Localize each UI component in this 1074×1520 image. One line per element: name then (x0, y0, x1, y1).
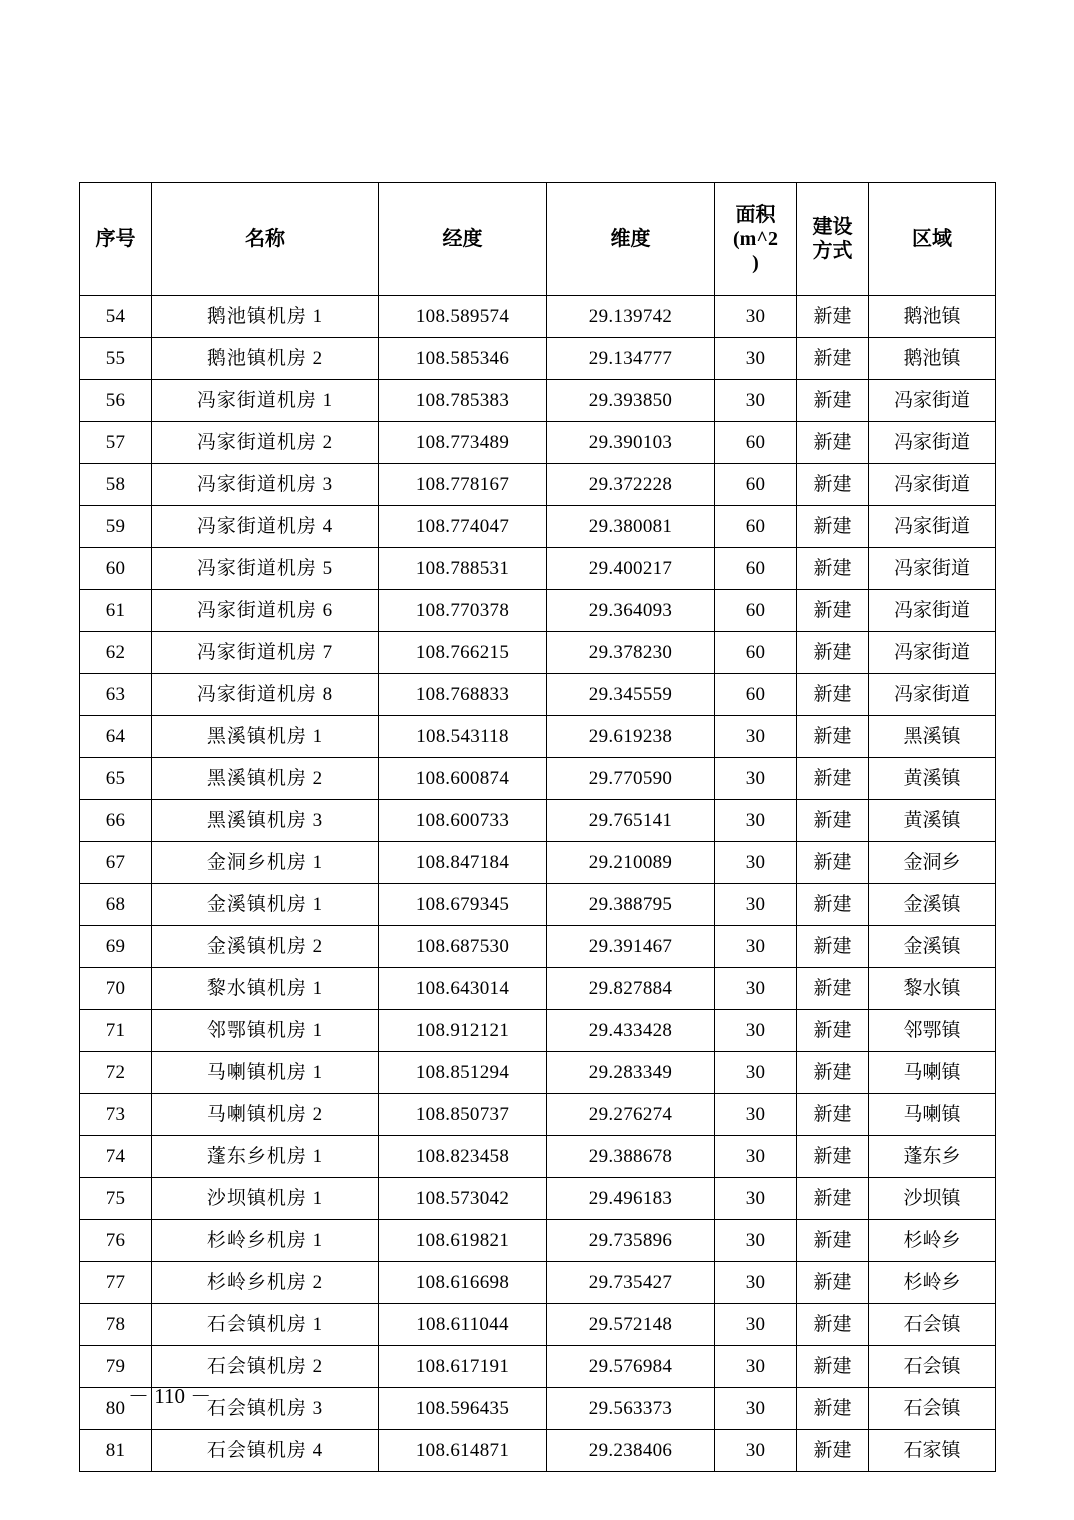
cell-area: 30 (715, 1010, 797, 1052)
cell-region: 黎水镇 (869, 968, 996, 1010)
table-row (80, 1430, 996, 1472)
cell-latitude: 29.388795 (547, 884, 715, 926)
cell-name: 黑溪镇机房 2 (152, 758, 379, 800)
cell-index: 59 (80, 506, 152, 548)
cell-longitude: 108.616698 (379, 1262, 547, 1304)
cell-area: 30 (715, 1136, 797, 1178)
cell-latitude: 29.735427 (547, 1262, 715, 1304)
column-header-area-line2: (m^2 (733, 228, 778, 250)
column-header-build-type-line1: 建设 (812, 216, 853, 238)
cell-latitude: 29.388678 (547, 1136, 715, 1178)
cell-build-type: 新建 (797, 590, 869, 632)
cell-index: 81 (80, 1430, 152, 1472)
cell-longitude: 108.773489 (379, 422, 547, 464)
column-header-area-line1: 面积 (735, 204, 776, 226)
cell-index: 75 (80, 1178, 152, 1220)
cell-name: 冯家街道机房 4 (152, 506, 379, 548)
column-header-latitude: 维度 (547, 183, 715, 296)
cell-region: 鹅池镇 (869, 296, 996, 338)
cell-name: 黑溪镇机房 1 (152, 716, 379, 758)
cell-region: 黑溪镇 (869, 716, 996, 758)
table-row (80, 548, 996, 590)
table-row (80, 758, 996, 800)
page-number: － 110 － (128, 1384, 212, 1408)
table-header (80, 183, 996, 296)
cell-build-type: 新建 (797, 926, 869, 968)
cell-name: 冯家街道机房 6 (152, 590, 379, 632)
cell-build-type: 新建 (797, 1220, 869, 1262)
cell-latitude: 29.770590 (547, 758, 715, 800)
cell-index: 74 (80, 1136, 152, 1178)
cell-latitude: 29.572148 (547, 1304, 715, 1346)
cell-longitude: 108.823458 (379, 1136, 547, 1178)
cell-region: 冯家街道 (869, 506, 996, 548)
cell-area: 30 (715, 758, 797, 800)
cell-region: 冯家街道 (869, 674, 996, 716)
cell-build-type: 新建 (797, 1052, 869, 1094)
cell-latitude: 29.276274 (547, 1094, 715, 1136)
table-row (80, 716, 996, 758)
cell-area: 30 (715, 968, 797, 1010)
cell-area: 30 (715, 842, 797, 884)
cell-index: 71 (80, 1010, 152, 1052)
cell-region: 黄溪镇 (869, 800, 996, 842)
cell-longitude: 108.785383 (379, 380, 547, 422)
table-row (80, 926, 996, 968)
cell-build-type: 新建 (797, 968, 869, 1010)
cell-longitude: 108.774047 (379, 506, 547, 548)
cell-longitude: 108.619821 (379, 1220, 547, 1262)
cell-latitude: 29.139742 (547, 296, 715, 338)
cell-build-type: 新建 (797, 506, 869, 548)
cell-build-type: 新建 (797, 548, 869, 590)
cell-area: 60 (715, 464, 797, 506)
table-row (80, 590, 996, 632)
cell-index: 73 (80, 1094, 152, 1136)
cell-longitude: 108.585346 (379, 338, 547, 380)
cell-area: 30 (715, 380, 797, 422)
cell-region: 黄溪镇 (869, 758, 996, 800)
cell-latitude: 29.735896 (547, 1220, 715, 1262)
cell-region: 邻鄂镇 (869, 1010, 996, 1052)
cell-area: 30 (715, 1220, 797, 1262)
table-row (80, 884, 996, 926)
table-header-row (80, 183, 996, 296)
cell-area: 30 (715, 1430, 797, 1472)
cell-latitude: 29.400217 (547, 548, 715, 590)
cell-latitude: 29.345559 (547, 674, 715, 716)
column-header-area (715, 183, 797, 296)
cell-area: 60 (715, 422, 797, 464)
cell-latitude: 29.827884 (547, 968, 715, 1010)
cell-longitude: 108.770378 (379, 590, 547, 632)
cell-build-type: 新建 (797, 1094, 869, 1136)
cell-region: 沙坝镇 (869, 1178, 996, 1220)
cell-name: 石会镇机房 1 (152, 1304, 379, 1346)
cell-region: 金溪镇 (869, 926, 996, 968)
cell-build-type: 新建 (797, 884, 869, 926)
cell-region: 冯家街道 (869, 590, 996, 632)
cell-area: 30 (715, 338, 797, 380)
table-row (80, 632, 996, 674)
cell-index: 76 (80, 1220, 152, 1262)
table-row (80, 338, 996, 380)
table-row (80, 674, 996, 716)
cell-longitude: 108.643014 (379, 968, 547, 1010)
cell-latitude: 29.391467 (547, 926, 715, 968)
cell-longitude: 108.543118 (379, 716, 547, 758)
page-footer (0, 1380, 1074, 1410)
cell-name: 黎水镇机房 1 (152, 968, 379, 1010)
cell-build-type: 新建 (797, 338, 869, 380)
cell-region: 蓬东乡 (869, 1136, 996, 1178)
cell-region: 石会镇 (869, 1304, 996, 1346)
cell-build-type: 新建 (797, 1388, 869, 1430)
cell-area: 30 (715, 1388, 797, 1430)
table-row (80, 1052, 996, 1094)
cell-build-type: 新建 (797, 842, 869, 884)
table-row (80, 1010, 996, 1052)
cell-region: 金洞乡 (869, 842, 996, 884)
cell-index: 66 (80, 800, 152, 842)
cell-name: 冯家街道机房 2 (152, 422, 379, 464)
cell-region: 冯家街道 (869, 422, 996, 464)
cell-region: 冯家街道 (869, 632, 996, 674)
column-header-build-type-line2: 方式 (812, 240, 853, 262)
cell-name: 沙坝镇机房 1 (152, 1178, 379, 1220)
cell-region: 金溪镇 (869, 884, 996, 926)
table-row (80, 1178, 996, 1220)
cell-longitude: 108.600874 (379, 758, 547, 800)
cell-name: 金洞乡机房 1 (152, 842, 379, 884)
cell-index: 57 (80, 422, 152, 464)
cell-longitude: 108.600733 (379, 800, 547, 842)
cell-build-type: 新建 (797, 1262, 869, 1304)
cell-longitude: 108.687530 (379, 926, 547, 968)
cell-longitude: 108.778167 (379, 464, 547, 506)
table-row (80, 1220, 996, 1262)
cell-index: 63 (80, 674, 152, 716)
cell-latitude: 29.393850 (547, 380, 715, 422)
column-header-build-type (797, 183, 869, 296)
cell-longitude: 108.589574 (379, 296, 547, 338)
cell-latitude: 29.563373 (547, 1388, 715, 1430)
cell-region: 杉岭乡 (869, 1262, 996, 1304)
table-row (80, 1094, 996, 1136)
cell-region: 马喇镇 (869, 1094, 996, 1136)
cell-latitude: 29.210089 (547, 842, 715, 884)
cell-area: 30 (715, 1304, 797, 1346)
cell-build-type: 新建 (797, 716, 869, 758)
cell-longitude: 108.611044 (379, 1304, 547, 1346)
cell-index: 64 (80, 716, 152, 758)
cell-latitude: 29.380081 (547, 506, 715, 548)
cell-index: 68 (80, 884, 152, 926)
cell-index: 80 (80, 1388, 152, 1430)
column-header-longitude: 经度 (379, 183, 547, 296)
cell-build-type: 新建 (797, 800, 869, 842)
cell-region: 石会镇 (869, 1388, 996, 1430)
cell-name: 冯家街道机房 8 (152, 674, 379, 716)
cell-build-type: 新建 (797, 1304, 869, 1346)
cell-name: 鹅池镇机房 1 (152, 296, 379, 338)
table-row (80, 296, 996, 338)
cell-latitude: 29.134777 (547, 338, 715, 380)
cell-latitude: 29.496183 (547, 1178, 715, 1220)
cell-latitude: 29.765141 (547, 800, 715, 842)
cell-region: 杉岭乡 (869, 1220, 996, 1262)
cell-longitude: 108.912121 (379, 1010, 547, 1052)
cell-region: 石家镇 (869, 1430, 996, 1472)
table-row (80, 800, 996, 842)
cell-index: 79 (80, 1346, 152, 1388)
cell-latitude: 29.283349 (547, 1052, 715, 1094)
cell-name: 冯家街道机房 3 (152, 464, 379, 506)
cell-latitude: 29.390103 (547, 422, 715, 464)
cell-longitude: 108.614871 (379, 1430, 547, 1472)
cell-name: 石会镇机房 2 (152, 1346, 379, 1388)
cell-name: 杉岭乡机房 2 (152, 1262, 379, 1304)
cell-build-type: 新建 (797, 1178, 869, 1220)
cell-latitude: 29.433428 (547, 1010, 715, 1052)
cell-region: 鹅池镇 (869, 338, 996, 380)
cell-index: 69 (80, 926, 152, 968)
cell-build-type: 新建 (797, 758, 869, 800)
cell-area: 30 (715, 1178, 797, 1220)
cell-build-type: 新建 (797, 632, 869, 674)
cell-index: 61 (80, 590, 152, 632)
cell-name: 马喇镇机房 2 (152, 1094, 379, 1136)
cell-index: 65 (80, 758, 152, 800)
cell-area: 30 (715, 716, 797, 758)
table-row (80, 1304, 996, 1346)
cell-area: 30 (715, 1094, 797, 1136)
cell-longitude: 108.573042 (379, 1178, 547, 1220)
table-row (80, 464, 996, 506)
table-row (80, 968, 996, 1010)
cell-latitude: 29.238406 (547, 1430, 715, 1472)
cell-region: 马喇镇 (869, 1052, 996, 1094)
cell-name: 马喇镇机房 1 (152, 1052, 379, 1094)
cell-area: 30 (715, 296, 797, 338)
cell-build-type: 新建 (797, 1430, 869, 1472)
cell-index: 62 (80, 632, 152, 674)
cell-area: 30 (715, 1346, 797, 1388)
column-header-name: 名称 (152, 183, 379, 296)
table-body (80, 296, 996, 1472)
column-header-area-line3: ) (752, 252, 759, 274)
cell-longitude: 108.768833 (379, 674, 547, 716)
cell-longitude: 108.679345 (379, 884, 547, 926)
cell-region: 冯家街道 (869, 464, 996, 506)
table-row (80, 380, 996, 422)
cell-area: 30 (715, 1262, 797, 1304)
cell-build-type: 新建 (797, 422, 869, 464)
cell-index: 54 (80, 296, 152, 338)
column-header-region: 区域 (869, 183, 996, 296)
cell-latitude: 29.378230 (547, 632, 715, 674)
cell-latitude: 29.364093 (547, 590, 715, 632)
cell-area: 60 (715, 506, 797, 548)
cell-longitude: 108.847184 (379, 842, 547, 884)
cell-build-type: 新建 (797, 464, 869, 506)
cell-name: 黑溪镇机房 3 (152, 800, 379, 842)
cell-longitude: 108.851294 (379, 1052, 547, 1094)
cell-area: 60 (715, 632, 797, 674)
table-row (80, 1262, 996, 1304)
cell-name: 蓬东乡机房 1 (152, 1136, 379, 1178)
cell-name: 冯家街道机房 1 (152, 380, 379, 422)
cell-index: 77 (80, 1262, 152, 1304)
cell-latitude: 29.372228 (547, 464, 715, 506)
facility-table-container (79, 182, 995, 1472)
cell-name: 石会镇机房 4 (152, 1430, 379, 1472)
cell-index: 56 (80, 380, 152, 422)
cell-name: 石会镇机房 3 (152, 1388, 379, 1430)
cell-region: 冯家街道 (869, 380, 996, 422)
cell-build-type: 新建 (797, 674, 869, 716)
cell-latitude: 29.619238 (547, 716, 715, 758)
cell-name: 冯家街道机房 7 (152, 632, 379, 674)
cell-name: 杉岭乡机房 1 (152, 1220, 379, 1262)
cell-region: 冯家街道 (869, 548, 996, 590)
cell-area: 60 (715, 590, 797, 632)
cell-longitude: 108.850737 (379, 1094, 547, 1136)
cell-index: 67 (80, 842, 152, 884)
cell-area: 60 (715, 548, 797, 590)
facility-table (79, 182, 996, 1472)
cell-longitude: 108.788531 (379, 548, 547, 590)
table-row (80, 1136, 996, 1178)
cell-index: 55 (80, 338, 152, 380)
cell-name: 鹅池镇机房 2 (152, 338, 379, 380)
table-row (80, 506, 996, 548)
cell-index: 70 (80, 968, 152, 1010)
cell-index: 58 (80, 464, 152, 506)
cell-longitude: 108.596435 (379, 1388, 547, 1430)
cell-area: 30 (715, 1052, 797, 1094)
cell-name: 邻鄂镇机房 1 (152, 1010, 379, 1052)
cell-name: 金溪镇机房 1 (152, 884, 379, 926)
cell-name: 金溪镇机房 2 (152, 926, 379, 968)
table-row (80, 422, 996, 464)
cell-name: 冯家街道机房 5 (152, 548, 379, 590)
cell-area: 30 (715, 926, 797, 968)
cell-index: 60 (80, 548, 152, 590)
cell-build-type: 新建 (797, 1136, 869, 1178)
table-row (80, 842, 996, 884)
cell-build-type: 新建 (797, 380, 869, 422)
cell-longitude: 108.617191 (379, 1346, 547, 1388)
cell-area: 60 (715, 674, 797, 716)
cell-area: 30 (715, 800, 797, 842)
cell-region: 石会镇 (869, 1346, 996, 1388)
column-header-index: 序号 (80, 183, 152, 296)
cell-longitude: 108.766215 (379, 632, 547, 674)
cell-index: 78 (80, 1304, 152, 1346)
cell-build-type: 新建 (797, 1010, 869, 1052)
cell-index: 72 (80, 1052, 152, 1094)
cell-area: 30 (715, 884, 797, 926)
cell-build-type: 新建 (797, 296, 869, 338)
cell-build-type: 新建 (797, 1346, 869, 1388)
cell-latitude: 29.576984 (547, 1346, 715, 1388)
